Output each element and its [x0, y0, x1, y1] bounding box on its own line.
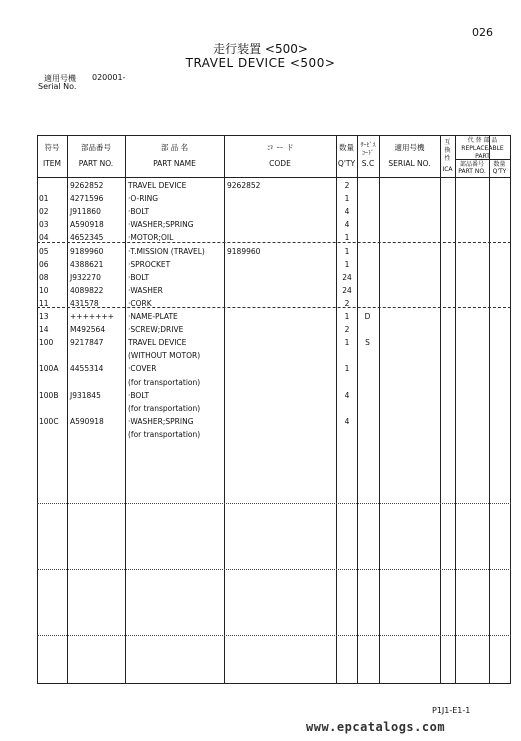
row-part-name: ·SPROCKET [128, 259, 171, 269]
row-item: 06 [39, 259, 49, 269]
row-qty: 2 [344, 298, 350, 308]
row-qty: 4 [344, 390, 350, 400]
row-qty: 1 [344, 364, 350, 374]
row-qty: 1 [344, 312, 350, 321]
row-part-no: A590918 [70, 220, 104, 230]
serial-label-jp: 適用号機 [44, 74, 76, 83]
row-item: 100 [39, 338, 54, 348]
watermark: www.epcatalogs.com [306, 720, 446, 734]
row-part-no: J931845 [70, 390, 101, 400]
row-qty: 4 [344, 207, 350, 217]
row-part-name: ·NAME-PLATE [128, 312, 178, 321]
row-qty: 24 [342, 272, 352, 282]
header-replaceable-part: PART [475, 153, 490, 160]
row-qty: 1 [344, 338, 350, 348]
row-part-name: ·BOLT [128, 390, 150, 400]
header-name-jp: 部 品 名 [160, 143, 189, 152]
row-part-name: TRAVEL DEVICE [128, 181, 187, 190]
parts-table [37, 135, 511, 684]
row-item: 04 [39, 233, 49, 243]
row-service-code: D [364, 312, 371, 321]
header-ica-jp2: 換 [444, 147, 451, 154]
row-item: 02 [39, 207, 49, 217]
row-part-no: 9189960 [70, 246, 104, 256]
header-qty-jp: 数量 [339, 143, 354, 152]
row-part-name: ·COVER [128, 364, 157, 374]
row-service-code: S [365, 338, 370, 348]
row-part-no: A590918 [70, 416, 104, 426]
header-serial: SERIAL NO. [388, 159, 431, 168]
row-qty: 24 [342, 285, 352, 295]
row-part-name: ·BOLT [128, 272, 150, 282]
row-item: 100B [39, 390, 59, 400]
row-part-no: M492564 [70, 325, 106, 335]
row-qty: 1 [344, 246, 350, 256]
row-qty: 1 [344, 233, 350, 243]
row-part-name: ·CORK [128, 298, 152, 308]
serial-label: Serial No. [38, 82, 77, 91]
row-part-no: 9262852 [70, 181, 104, 190]
row-qty: 1 [344, 259, 350, 269]
row-part-no: 4271596 [70, 194, 104, 204]
header-part-jp: 部品番号 [81, 143, 111, 152]
row-part-no: 4455314 [70, 364, 104, 374]
header-rep-qty: Q'TY [492, 168, 507, 175]
page-code: P1J1-E1-1 [432, 706, 471, 715]
row-part-name: (for transportation) [128, 377, 201, 387]
row-part-name: ·BOLT [128, 207, 150, 217]
header-qty: Q'TY [337, 159, 356, 168]
row-code: 9189960 [227, 246, 261, 256]
row-part-no: J911860 [70, 207, 101, 217]
row-item: 14 [39, 325, 49, 335]
header-rep-part-jp: 部品番号 [459, 161, 484, 168]
header-item: ITEM [42, 159, 61, 168]
row-qty: 4 [344, 416, 350, 426]
row-part-name: (for transportation) [128, 429, 201, 439]
header-ica-jp1: 互 [444, 139, 451, 146]
row-part-no: 431578 [70, 298, 99, 308]
page-title: TRAVEL DEVICE <500> [185, 56, 336, 70]
header-serial-jp: 適用号機 [394, 143, 425, 152]
row-part-name: (WITHOUT MOTOR) [128, 351, 201, 361]
row-part-name: ·WASHER [128, 285, 163, 295]
row-part-no: 4089822 [70, 285, 104, 295]
row-part-no: J932270 [70, 272, 101, 282]
row-qty: 2 [344, 325, 350, 335]
page-title-jp: 走行装置 <500> [213, 42, 308, 56]
row-part-name: ·WASHER;SPRING [128, 416, 194, 426]
header-ica: ICA [442, 166, 453, 173]
header-sc-jp2: ｺｰﾄﾞ [361, 150, 374, 157]
row-item: 10 [39, 285, 49, 295]
header-sc-jp1: ｻｰﾋﾞｽ [360, 142, 376, 149]
header-rep-part: PART NO. [458, 168, 486, 175]
row-part-name: ·MOTOR;OIL [128, 233, 174, 243]
row-qty: 2 [344, 181, 350, 190]
row-item: 11 [39, 298, 49, 308]
row-part-no: 4388621 [70, 259, 104, 269]
header-item-jp: 符号 [44, 143, 60, 152]
row-code: 9262852 [227, 181, 261, 190]
row-item: 03 [39, 220, 49, 230]
row-part-no: 4652345 [70, 233, 104, 243]
row-qty: 4 [344, 220, 350, 230]
row-part-name: ·O-RING [128, 194, 159, 204]
row-part-name: (for transportation) [128, 403, 201, 413]
row-part-name: ·T.MISSION (TRAVEL) [128, 246, 205, 256]
row-item: 05 [39, 246, 49, 256]
header-rep-qty-jp: 数量 [493, 161, 506, 168]
header-sc: S.C [361, 159, 375, 168]
header-code-jp: コ ー ド [266, 143, 294, 152]
header-replaceable: REPLACEABLE [461, 145, 504, 152]
row-part-no: +++++++ [70, 312, 114, 321]
row-item: 100C [39, 416, 59, 426]
row-item: 08 [39, 272, 49, 282]
row-item: 100A [39, 364, 59, 374]
row-part-name: ·SCREW;DRIVE [128, 325, 184, 335]
row-item: 13 [39, 312, 49, 321]
header-ica-jp3: 性 [444, 155, 451, 162]
row-qty: 1 [344, 194, 350, 204]
header-part: PART NO. [78, 159, 114, 168]
row-part-name: ·WASHER;SPRING [128, 220, 194, 230]
header-name: PART NAME [153, 159, 196, 168]
header-code: CODE [269, 159, 291, 168]
row-part-no: 9217847 [70, 338, 104, 348]
serial-value: 020001- [92, 73, 126, 82]
row-part-name: TRAVEL DEVICE [128, 338, 187, 348]
row-item: 01 [39, 194, 49, 204]
header-replaceable-jp: 代 替 部 品 [467, 137, 498, 144]
page-number: 026 [472, 26, 493, 39]
